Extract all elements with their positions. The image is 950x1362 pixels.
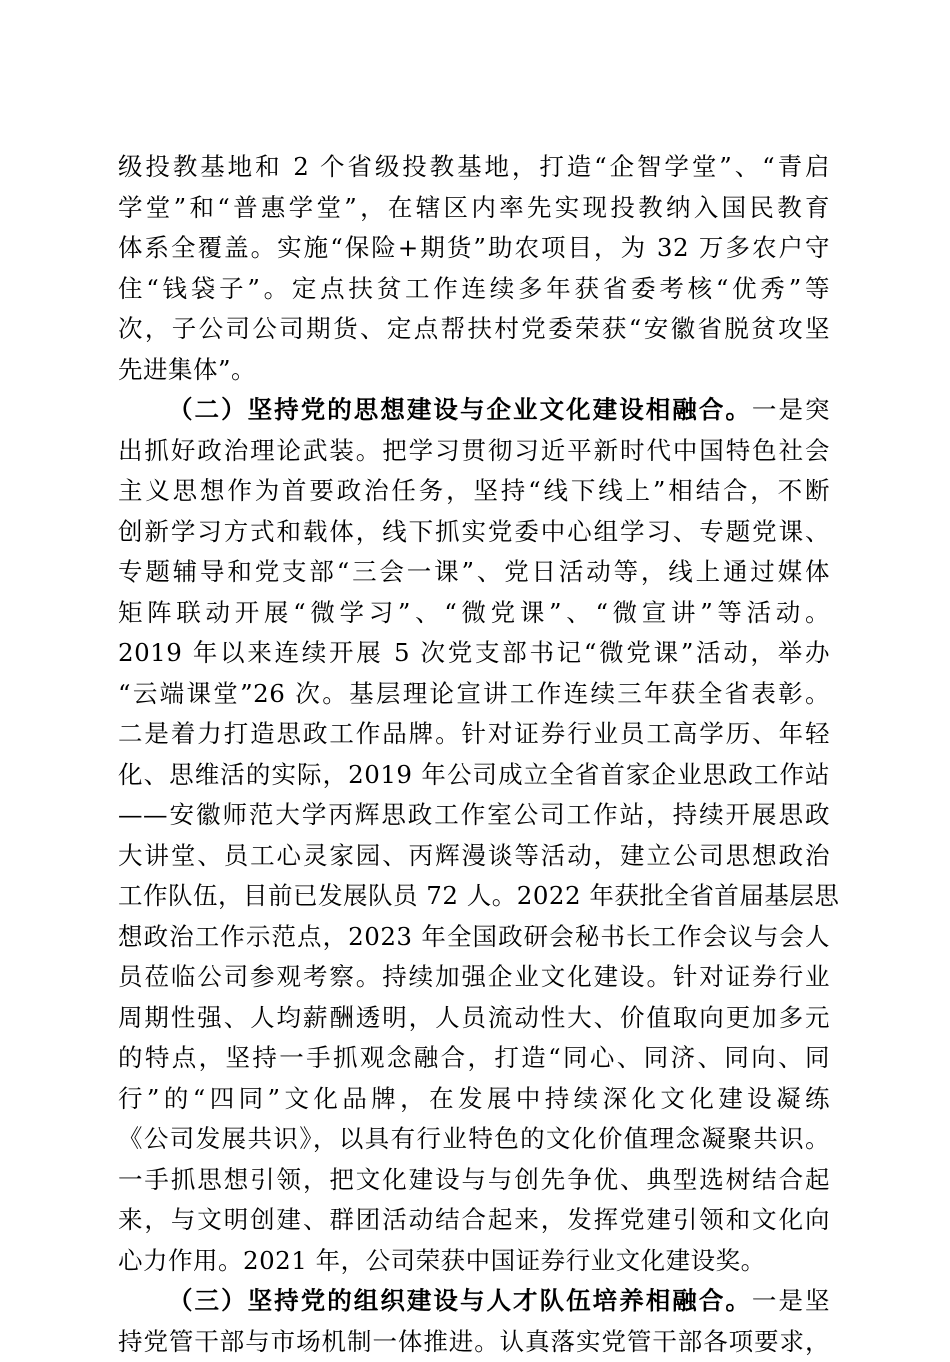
- section-heading: （三）坚持党的组织建设与人才队伍培养相融合。: [168, 1286, 752, 1315]
- text-line: 住“钱袋子”。定点扶贫工作连续多年获省委考核“优秀”等: [118, 269, 830, 310]
- text-line: 员莅临公司参观考察。持续加强企业文化建设。针对证券行业: [118, 957, 830, 998]
- text-line: 次，子公司公司期货、定点帮扶村党委荣获“安徽省脱贫攻坚: [118, 309, 830, 350]
- text-line: 行”的“四同”文化品牌，在发展中持续深化文化建设凝练: [118, 1079, 830, 1120]
- text-line: 大讲堂、员工心灵家园、丙辉漫谈等活动，建立公司思想政治: [118, 836, 830, 877]
- text-line: 出抓好政治理论武装。把学习贯彻习近平新时代中国特色社会: [118, 431, 830, 472]
- text-line: 二是着力打造思政工作品牌。针对证券行业员工高学历、年轻: [118, 714, 830, 755]
- text-line: 想政治工作示范点，2023 年全国政研会秘书长工作会议与会人: [118, 917, 830, 958]
- text-line: 创新学习方式和载体，线下抓实党委中心组学习、专题党课、: [118, 512, 830, 553]
- text-line: 体系全覆盖。实施“保险+期货”助农项目，为 32 万多农户守: [118, 228, 830, 269]
- text-line: 级投教基地和 2 个省级投教基地，打造“企智学堂”、“青启: [118, 147, 830, 188]
- text-line: 矩阵联动开展“微学习”、“微党课”、“微宣讲”等活动。: [118, 593, 830, 634]
- section-heading-line: [118, 390, 830, 431]
- text-line: 2019 年以来连续开展 5 次党支部书记“微党课”活动，举办: [118, 633, 830, 674]
- text-line: 工作队伍，目前已发展队员 72 人。2022 年获批全省首届基层思: [118, 876, 830, 917]
- text-line: 来，与文明创建、群团活动结合起来，发挥党建引领和文化向: [118, 1200, 830, 1241]
- section-lead-text: 一是突: [752, 395, 830, 424]
- text-line: 《公司发展共识》，以具有行业特色的文化价值理念凝聚共识。: [118, 1119, 830, 1160]
- text-line: 学堂”和“普惠学堂”，在辖区内率先实现投教纳入国民教育: [118, 188, 830, 229]
- section-heading-line: [118, 1281, 830, 1322]
- text-line: “云端课堂”26 次。基层理论宣讲工作连续三年获全省表彰。: [118, 674, 830, 715]
- text-line: 先进集体”。: [118, 350, 830, 391]
- text-line: 主义思想作为首要政治任务，坚持“线下线上”相结合，不断: [118, 471, 830, 512]
- text-line: 持党管干部与市场机制一体推进。认真落实党管干部各项要求，: [118, 1322, 830, 1362]
- text-line: 的特点，坚持一手抓观念融合，打造“同心、同济、同向、同: [118, 1038, 830, 1079]
- text-line: 专题辅导和党支部“三会一课”、党日活动等，线上通过媒体: [118, 552, 830, 593]
- document-page: [118, 147, 830, 1362]
- text-line: 一手抓思想引领，把文化建设与与创先争优、典型选树结合起: [118, 1160, 830, 1201]
- text-line: 周期性强、人均薪酬透明，人员流动性大、价值取向更加多元: [118, 998, 830, 1039]
- text-line: 心力作用。2021 年，公司荣获中国证券行业文化建设奖。: [118, 1241, 830, 1282]
- text-line: ——安徽师范大学丙辉思政工作室公司工作站，持续开展思政: [118, 795, 830, 836]
- section-lead-text: 一是坚: [752, 1286, 830, 1315]
- section-heading: （二）坚持党的思想建设与企业文化建设相融合。: [168, 395, 752, 424]
- text-line: 化、思维活的实际，2019 年公司成立全省首家企业思政工作站: [118, 755, 830, 796]
